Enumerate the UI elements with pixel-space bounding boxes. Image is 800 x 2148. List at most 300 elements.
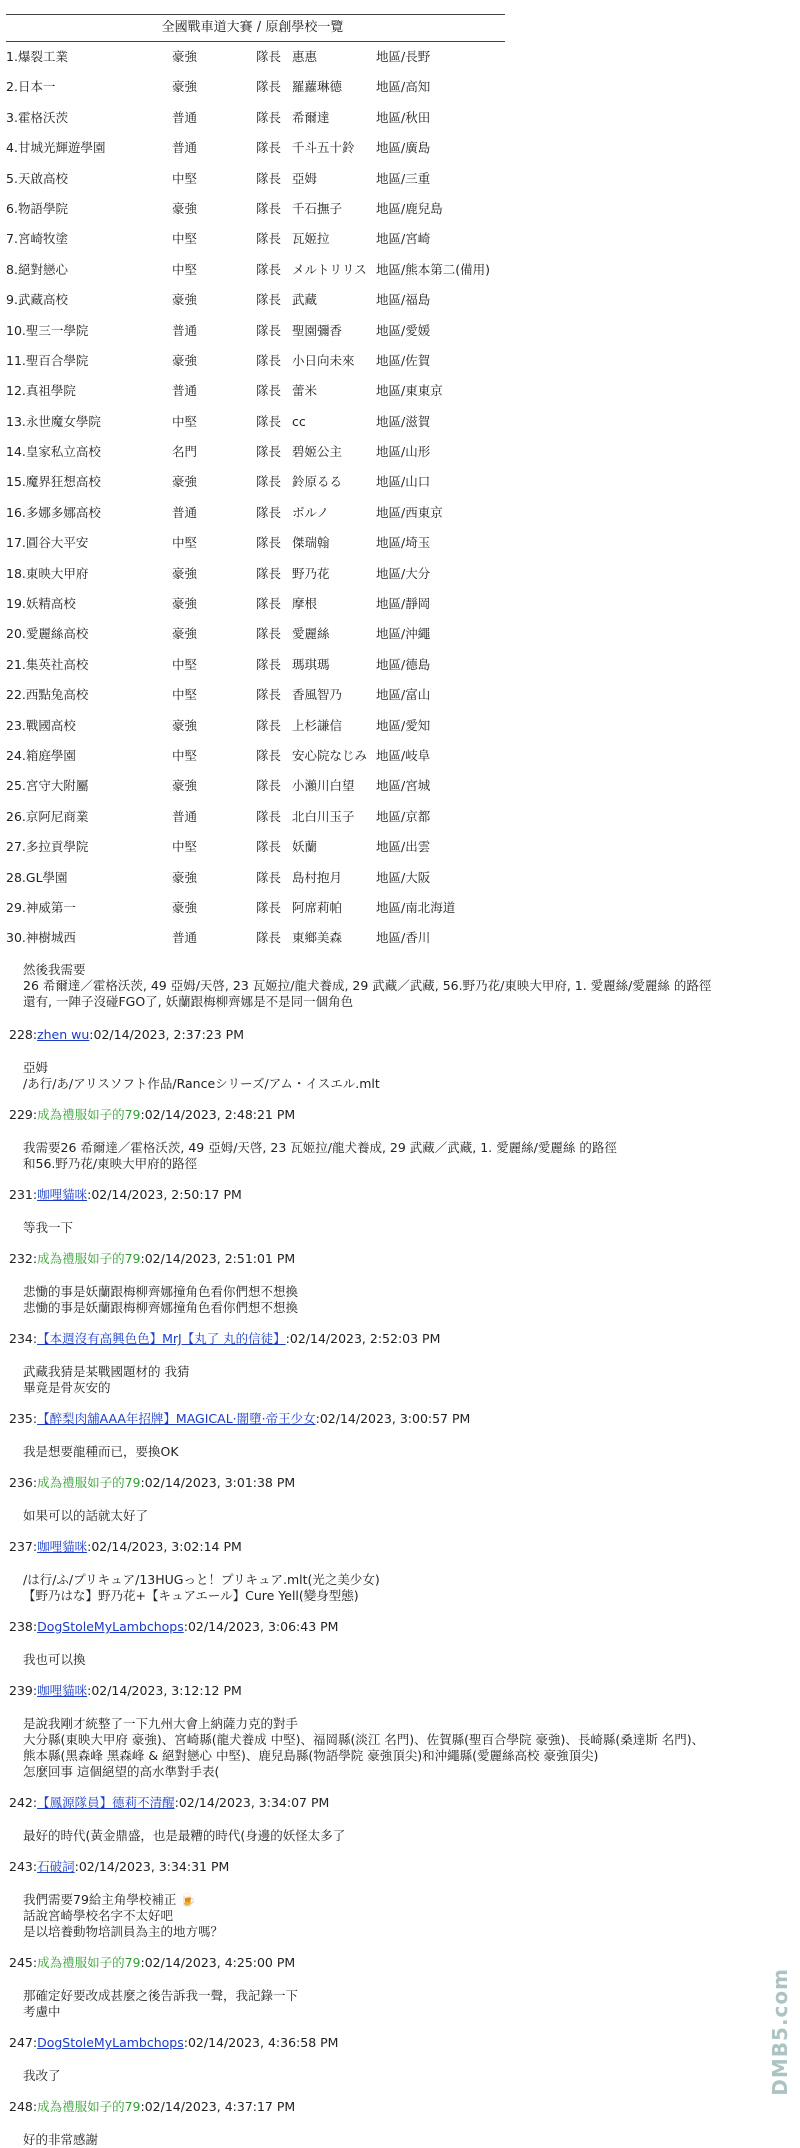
school-number: 30.: [6, 930, 26, 946]
school-row: [0, 194, 505, 224]
post-number: 242:: [9, 1795, 38, 1810]
school-name: [6, 407, 101, 437]
school-name: [6, 559, 88, 589]
region-label: 地區/: [376, 687, 406, 703]
post-number: 231:: [9, 1187, 38, 1202]
school-number: 25.: [6, 778, 26, 794]
region: [376, 863, 430, 893]
region-label: 地區/: [376, 352, 406, 368]
post-number: 234:: [9, 1331, 38, 1346]
school-number: 19.: [6, 596, 26, 612]
captain-label: 隊長: [256, 474, 282, 490]
post-number: 232:: [9, 1251, 38, 1266]
captain-label: 隊長: [256, 626, 282, 642]
post-time: 02/14/2023, 4:37:17 PM: [144, 2099, 296, 2114]
school-type: 中堅: [172, 747, 198, 763]
school-number: 2.: [6, 79, 18, 95]
post-body: [23, 1220, 790, 1236]
school-number: 29.: [6, 899, 26, 915]
separator: :: [87, 1683, 92, 1698]
region: [376, 619, 430, 649]
separator: :: [183, 2035, 188, 2050]
post-number: 248:: [9, 2099, 38, 2114]
post-body: [23, 1652, 790, 1668]
school-name: [6, 285, 68, 315]
school-name: [6, 255, 68, 285]
post-time: 02/14/2023, 3:06:43 PM: [187, 1619, 339, 1634]
school-type: 豪強: [172, 49, 198, 64]
captain-name: 碧姬公主: [292, 444, 343, 460]
post-header: [9, 2098, 790, 2116]
captain-label: 隊長: [256, 687, 282, 703]
post-header: [9, 1250, 790, 1268]
user-link[interactable]: 成為禮服如子的79: [37, 1251, 141, 1266]
school-type: 豪強: [172, 626, 198, 642]
post-time: 02/14/2023, 4:36:58 PM: [187, 2035, 339, 2050]
school-number: 17.: [6, 535, 26, 551]
user-link[interactable]: 成為禮服如子的79: [37, 1955, 141, 1970]
school-name: [6, 376, 76, 406]
region-value: 大阪: [405, 869, 431, 885]
post-body: [23, 1508, 790, 1524]
post-body: [23, 1284, 790, 1316]
school-row: [0, 346, 505, 376]
region: [376, 771, 430, 801]
region-label: 地區/: [376, 717, 406, 733]
school-number: 26.: [6, 808, 26, 824]
captain-name: 妖蘭: [292, 839, 318, 855]
captain-label: 隊長: [256, 79, 282, 95]
post: [0, 1410, 790, 1460]
school-type: 豪強: [172, 474, 198, 490]
region-label: 地區/: [376, 49, 406, 64]
school-name-text: 日本一: [17, 79, 56, 95]
post-header: [9, 1794, 790, 1812]
post-body: [23, 1444, 790, 1460]
region: [376, 741, 430, 771]
region-value: 佐賀: [405, 352, 431, 368]
captain-name: 瓦姬拉: [292, 231, 330, 247]
captain-label: 隊長: [256, 170, 282, 186]
post-line: 熊本縣(黑森峰 黑森峰 & 絕對戀心 中堅)、鹿兒島縣(物語學院 豪強頂尖)和沖繩縣(愛麗絲高校 豪強頂尖): [23, 1748, 599, 1763]
separator: :: [140, 1475, 145, 1490]
region-value: 山形: [405, 444, 431, 460]
post-number: 235:: [9, 1411, 38, 1426]
post-line: 畢竟是骨灰安的: [23, 1380, 111, 1395]
captain-label: 隊長: [256, 231, 282, 247]
captain-name: 安心院なじみ: [292, 747, 368, 763]
post-body: [23, 1060, 790, 1092]
region-value: 大分: [405, 565, 431, 581]
region: [376, 893, 455, 923]
school-name: [6, 711, 76, 741]
school-number: 9.: [6, 292, 18, 308]
post-header: [9, 1186, 790, 1204]
post-body: [23, 1892, 790, 1940]
post-line: 悲慟的事是妖蘭跟梅柳齊娜撞角色看你們想不想換: [23, 1284, 299, 1299]
captain-name: 武藏: [292, 292, 318, 308]
school-name: [6, 893, 76, 923]
separator: :: [140, 1251, 145, 1266]
post-number: 243:: [9, 1859, 38, 1874]
school-type: 豪強: [172, 869, 198, 885]
region: [376, 376, 443, 406]
school-row: [0, 650, 505, 680]
post-number: 245:: [9, 1955, 38, 1970]
school-name: [6, 923, 76, 953]
captain-name: 傑瑞翰: [292, 535, 330, 551]
school-name-text: 武藏高校: [17, 292, 68, 308]
captain-name: 千斗五十鈴: [292, 140, 355, 156]
watermark-logo: DMB5.com: [768, 1968, 792, 2096]
message-line: 26 希爾達／霍格沃茨, 49 亞姆/天啓, 23 瓦姬拉/龍犬養成, 29 武藏／武藏, 56.野乃花/東映大甲府, 1. 愛麗絲/愛麗絲 的路徑: [23, 978, 712, 993]
school-row: [0, 467, 505, 497]
captain-label: 隊長: [256, 352, 282, 368]
post-number: 238:: [9, 1619, 38, 1634]
school-type: 普通: [172, 930, 198, 946]
captain-label: 隊長: [256, 504, 282, 520]
school-number: 7.: [6, 231, 18, 247]
school-name: [6, 498, 101, 528]
school-type: 普通: [172, 808, 198, 824]
region: [376, 923, 430, 953]
school-name-text: 魔界狂想高校: [25, 474, 101, 490]
school-type: 豪強: [172, 352, 198, 368]
school-name-text: 西點兔高校: [25, 687, 89, 703]
region-label: 地區/: [376, 778, 406, 794]
region: [376, 832, 430, 862]
school-row: [0, 771, 505, 801]
captain-label: 隊長: [256, 717, 282, 733]
region-label: 地區/: [376, 474, 406, 490]
school-name-text: 真祖學院: [25, 383, 76, 399]
separator: :: [285, 1331, 290, 1346]
school-name: [6, 650, 88, 680]
captain-label: 隊長: [256, 596, 282, 612]
captain-label: 隊長: [256, 535, 282, 551]
school-type: 豪強: [172, 79, 198, 95]
school-row: [0, 832, 505, 862]
post-body: [23, 2132, 790, 2148]
post: [0, 1106, 790, 1172]
region-label: 地區/: [376, 626, 406, 642]
post-line: 怎麼回事 這個絕望的高水準對手表(: [23, 1764, 220, 1779]
region: [376, 528, 430, 558]
post-body: [23, 2068, 790, 2084]
school-name-text: 絕對戀心: [17, 261, 68, 277]
school-name-text: 京阿尼商業: [25, 808, 89, 824]
school-type: 中堅: [172, 656, 198, 672]
region-label: 地區/: [376, 413, 406, 429]
school-row: [0, 893, 505, 923]
post: [0, 1618, 790, 1668]
school-type: 豪強: [172, 717, 198, 733]
school-name: [6, 42, 68, 72]
captain-label: 隊長: [256, 109, 282, 125]
school-number: 28.: [6, 869, 26, 885]
school-row: [0, 42, 505, 72]
school-rows: [0, 42, 505, 954]
user-link[interactable]: 咖哩貓咪: [37, 1187, 88, 1202]
school-number: 11.: [6, 352, 26, 368]
region-label: 地區/: [376, 200, 406, 216]
school-name: [6, 437, 101, 467]
region: [376, 42, 430, 72]
separator: :: [174, 1795, 179, 1810]
school-row: [0, 619, 505, 649]
post-header: [9, 1330, 790, 1348]
user-link[interactable]: DogStoleMyLambchops: [37, 2035, 184, 2050]
post-time: 02/14/2023, 3:00:57 PM: [319, 1411, 471, 1426]
region-label: 地區/: [376, 170, 406, 186]
region: [376, 72, 430, 102]
post-line: 【野乃はな】野乃花+【キュアエール】Cure Yell(變身型態): [23, 1588, 359, 1603]
post: [0, 1954, 790, 2020]
post-header: [9, 1538, 790, 1556]
post-time: 02/14/2023, 3:12:12 PM: [91, 1683, 242, 1698]
region: [376, 164, 430, 194]
school-row: [0, 741, 505, 771]
region-label: 地區/: [376, 383, 406, 399]
user-link[interactable]: 【醉梨肉舖AAA年招牌】MAGICAL·闇墮·帝王少女: [37, 1411, 316, 1426]
school-type: 豪強: [172, 778, 198, 794]
captain-label: 隊長: [256, 656, 282, 672]
captain-name: ボルノ: [292, 504, 330, 520]
captain-name: cc: [292, 413, 306, 429]
post-line: 如果可以的話就太好了: [23, 1508, 149, 1523]
school-name-text: 箱庭學園: [25, 747, 76, 763]
region-value: 靜岡: [405, 596, 431, 612]
school-type: 普通: [172, 504, 198, 520]
post-line: 我也可以換: [23, 1652, 86, 1667]
post-number: 247:: [9, 2035, 38, 2050]
user-link[interactable]: 石破詞: [37, 1859, 75, 1874]
school-row: [0, 437, 505, 467]
post-line: 武藏我猜是某戰國題材的 我猜: [23, 1364, 190, 1379]
school-name-text: 神樹城西: [25, 930, 76, 946]
captain-name: 小日向未來: [292, 352, 355, 368]
post-time: 02/14/2023, 2:48:21 PM: [144, 1107, 296, 1122]
school-row: [0, 528, 505, 558]
school-name-text: 永世魔女學院: [25, 413, 101, 429]
school-name: [6, 802, 88, 832]
school-name: [6, 133, 105, 163]
captain-name: 惠惠: [292, 49, 318, 64]
school-number: 20.: [6, 626, 26, 642]
region-value: 滋賀: [405, 413, 431, 429]
school-number: 16.: [6, 504, 26, 520]
post-header: [9, 1410, 790, 1428]
captain-name: 島村抱月: [292, 869, 343, 885]
user-link[interactable]: 成為禮服如子的79: [37, 1107, 141, 1122]
school-number: 3.: [6, 109, 18, 125]
post-line: 我改了: [23, 2068, 61, 2083]
post-line: 大分縣(東映大甲府 豪強)、宮崎縣(龍犬養成 中堅)、福岡縣(淡江 名門)、佐賀縣(聖百合學院 豪強)、長崎縣(桑達斯 名門)、: [23, 1732, 705, 1747]
region: [376, 467, 430, 497]
school-row: [0, 72, 505, 102]
post: [0, 1474, 790, 1524]
school-type: 普通: [172, 140, 198, 156]
message-line: 然後我需要: [23, 962, 86, 977]
captain-name: 小瀨川白望: [292, 778, 355, 794]
school-name-text: 多拉貢學院: [25, 839, 89, 855]
post-header: [9, 1474, 790, 1492]
school-number: 12.: [6, 383, 26, 399]
post: [0, 1186, 790, 1236]
school-row: [0, 802, 505, 832]
region-value: 鹿兒島: [405, 200, 443, 216]
post-line: 那確定好要改成甚麼之後告訴我一聲，我記錄一下: [23, 1988, 299, 2003]
separator: :: [315, 1411, 320, 1426]
post-body: [23, 1140, 790, 1172]
region: [376, 133, 430, 163]
post-time: 02/14/2023, 3:34:07 PM: [178, 1795, 330, 1810]
user-link[interactable]: 【本週沒有高興色色】MrJ【丸了 丸的信徒】: [37, 1331, 286, 1346]
school-name-text: 甘城光輝遊學園: [17, 140, 106, 156]
post-line: 悲慟的事是妖蘭跟梅柳齊娜撞角色看你們想不想換: [23, 1300, 299, 1315]
post: [0, 1858, 790, 1940]
post: [0, 1538, 790, 1604]
region: [376, 680, 430, 710]
post: [0, 1330, 790, 1396]
post: [0, 1250, 790, 1316]
region-label: 地區/: [376, 231, 406, 247]
region-label: 地區/: [376, 656, 406, 672]
user-link[interactable]: DogStoleMyLambchops: [37, 1619, 184, 1634]
region: [376, 802, 430, 832]
region-value: 宮崎: [405, 231, 431, 247]
school-type: 中堅: [172, 839, 198, 855]
school-name-text: 宮崎牧塗: [17, 231, 68, 247]
captain-label: 隊長: [256, 808, 282, 824]
post-header: [9, 1858, 790, 1876]
post-time: 02/14/2023, 2:51:01 PM: [144, 1251, 296, 1266]
school-row: [0, 923, 505, 953]
school-name: [6, 224, 68, 254]
school-name: [6, 771, 88, 801]
user-link[interactable]: 咖哩貓咪: [37, 1683, 88, 1698]
school-name-text: 愛麗絲高校: [25, 626, 89, 642]
school-name-text: 聖百合學院: [25, 352, 89, 368]
post-header: [9, 1618, 790, 1636]
school-name-text: 集英社高校: [25, 656, 89, 672]
region: [376, 559, 430, 589]
post-line: /は行/ふ/プリキュア/13HUGっと！プリキュア.mlt(光之美少女): [23, 1572, 380, 1587]
captain-label: 隊長: [256, 49, 282, 64]
region-label: 地區/: [376, 808, 406, 824]
region-label: 地區/: [376, 444, 406, 460]
region-label: 地區/: [376, 261, 406, 277]
school-type: 普通: [172, 109, 198, 125]
captain-name: 野乃花: [292, 565, 330, 581]
region-label: 地區/: [376, 140, 406, 156]
captain-label: 隊長: [256, 778, 282, 794]
separator: :: [183, 1619, 188, 1634]
region-label: 地區/: [376, 79, 406, 95]
captain-name: 愛麗絲: [292, 626, 330, 642]
region-value: 秋田: [405, 109, 431, 125]
post-line: 和56.野乃花/東映大甲府的路徑: [23, 1156, 198, 1171]
user-link[interactable]: 咖哩貓咪: [37, 1539, 88, 1554]
school-type: 豪強: [172, 899, 198, 915]
separator: :: [87, 1539, 92, 1554]
post-line: 等我一下: [23, 1220, 74, 1235]
region-value: 富山: [405, 687, 431, 703]
region-value: 東東京: [405, 383, 443, 399]
user-link[interactable]: 成為禮服如子的79: [37, 1475, 141, 1490]
region: [376, 650, 430, 680]
school-name: [6, 346, 88, 376]
school-row: [0, 103, 505, 133]
user-link[interactable]: 【鳳源隊員】德莉不清醒: [37, 1795, 175, 1810]
school-name: [6, 832, 88, 862]
school-number: 1.: [6, 49, 18, 64]
school-number: 14.: [6, 444, 26, 460]
region-label: 地區/: [376, 504, 406, 520]
school-type: 豪強: [172, 565, 198, 581]
region-value: 熊本第二(備用): [405, 261, 490, 277]
school-type: 中堅: [172, 261, 198, 277]
captain-name: 摩根: [292, 596, 318, 612]
post-body: [23, 1572, 790, 1604]
region-label: 地區/: [376, 565, 406, 581]
school-name: [6, 164, 68, 194]
post-body: [23, 1828, 790, 1844]
post-line: 是說我剛才統整了一下九州大會上納薩力克的對手: [23, 1716, 299, 1731]
school-type: 普通: [172, 383, 198, 399]
school-name-text: 宮守大附屬: [25, 778, 89, 794]
school-row: [0, 376, 505, 406]
region: [376, 255, 490, 285]
school-number: 27.: [6, 839, 26, 855]
school-row: [0, 863, 505, 893]
region-value: 香川: [405, 930, 431, 946]
region-value: 長野: [405, 49, 431, 64]
captain-name: 亞姆: [292, 170, 318, 186]
school-name-text: GL學園: [25, 869, 68, 885]
school-number: 8.: [6, 261, 18, 277]
region-value: 出雲: [405, 839, 431, 855]
captain-label: 隊長: [256, 261, 282, 277]
school-type: 中堅: [172, 170, 198, 186]
separator: :: [140, 2099, 145, 2114]
post-time: 02/14/2023, 3:34:31 PM: [78, 1859, 230, 1874]
region-value: 宮城: [405, 778, 431, 794]
post-time: 02/14/2023, 2:50:17 PM: [91, 1187, 242, 1202]
user-link[interactable]: 成為禮服如子的79: [37, 2099, 141, 2114]
school-number: 23.: [6, 717, 26, 733]
user-link[interactable]: zhen wu: [37, 1027, 90, 1042]
post-body: [23, 1716, 790, 1780]
post-line: 我是想要龍種而已，要換OK: [23, 1444, 179, 1459]
captain-name: 羅蘿琳德: [292, 79, 343, 95]
post-line: 好的非常感謝: [23, 2132, 99, 2147]
captain-label: 隊長: [256, 839, 282, 855]
post-line: 是以培養動物培訓員為主的地方嗎？: [23, 1924, 224, 1939]
post-line: 最好的時代(黃金鼎盛，也是最糟的時代(身邊的妖怪太多了: [23, 1828, 346, 1843]
post-header: [9, 1954, 790, 1972]
school-number: 21.: [6, 656, 26, 672]
region-value: 愛知: [405, 717, 431, 733]
school-number: 13.: [6, 413, 26, 429]
school-name: [6, 619, 88, 649]
post-line: 考慮中: [23, 2004, 61, 2019]
region: [376, 711, 430, 741]
school-type: 豪強: [172, 292, 198, 308]
captain-name: メルトリリス: [292, 261, 367, 277]
captain-label: 隊長: [256, 930, 282, 946]
school-name: [6, 863, 68, 893]
